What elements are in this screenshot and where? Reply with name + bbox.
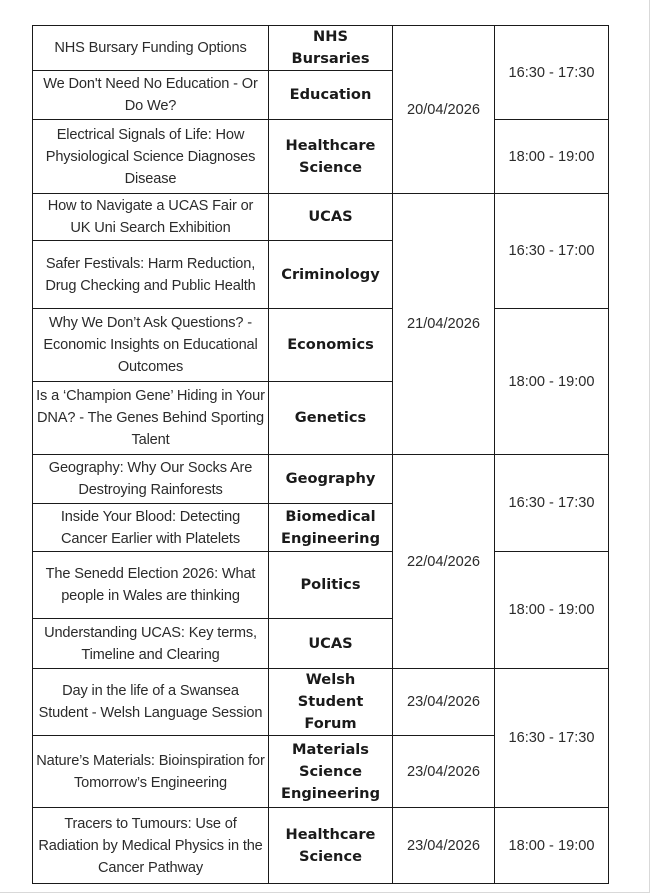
session-time: 18:00 - 19:00	[495, 808, 609, 884]
table-row	[33, 26, 609, 71]
table-row	[33, 309, 609, 382]
session-title: Safer Festivals: Harm Reduction, Drug Checking and Public Health	[33, 241, 269, 309]
session-subject: Economics	[269, 309, 393, 382]
session-date: 23/04/2026	[393, 736, 495, 808]
session-title: Geography: Why Our Socks Are Destroying Rainforests	[33, 455, 269, 504]
event-schedule-table	[32, 25, 609, 884]
session-title: Why We Don’t Ask Questions? - Economic Insights on Educational Outcomes	[33, 309, 269, 382]
session-subject: Education	[269, 71, 393, 120]
session-date: 23/04/2026	[393, 808, 495, 884]
session-time: 16:30 - 17:30	[495, 455, 609, 552]
session-title: Nature’s Materials: Bioinspiration for Tomorrow’s Engineering	[33, 736, 269, 808]
session-date: 23/04/2026	[393, 669, 495, 736]
session-title: The Senedd Election 2026: What people in Wales are thinking	[33, 552, 269, 619]
session-time: 16:30 - 17:30	[495, 26, 609, 120]
session-time: 18:00 - 19:00	[495, 309, 609, 455]
session-subject: Materials Science Engineering	[269, 736, 393, 808]
session-title: NHS Bursary Funding Options	[33, 26, 269, 71]
session-subject: Healthcare Science	[269, 808, 393, 884]
session-title: Tracers to Tumours: Use of Radiation by Medical Physics in the Cancer Pathway	[33, 808, 269, 884]
session-title: We Don't Need No Education - Or Do We?	[33, 71, 269, 120]
page-edge-right	[649, 0, 650, 893]
session-subject: Geography	[269, 455, 393, 504]
session-title: How to Navigate a UCAS Fair or UK Uni Search Exhibition	[33, 194, 269, 241]
table-row	[33, 669, 609, 736]
session-subject: Criminology	[269, 241, 393, 309]
session-subject: Welsh Student Forum	[269, 669, 393, 736]
session-subject: UCAS	[269, 194, 393, 241]
session-time: 16:30 - 17:00	[495, 194, 609, 309]
session-date: 20/04/2026	[393, 26, 495, 194]
session-time: 18:00 - 19:00	[495, 552, 609, 669]
session-title: Understanding UCAS: Key terms, Timeline and Clearing	[33, 619, 269, 669]
session-subject: UCAS	[269, 619, 393, 669]
session-time: 16:30 - 17:30	[495, 669, 609, 808]
session-time: 18:00 - 19:00	[495, 120, 609, 194]
table-row	[33, 120, 609, 194]
table-row	[33, 455, 609, 504]
session-date: 22/04/2026	[393, 455, 495, 669]
session-subject: Biomedical Engineering	[269, 504, 393, 552]
session-title: Day in the life of a Swansea Student - Welsh Language Session	[33, 669, 269, 736]
table-row	[33, 194, 609, 241]
session-title: Is a ‘Champion Gene’ Hiding in Your DNA? - The Genes Behind Sporting Talent	[33, 382, 269, 455]
session-subject: Genetics	[269, 382, 393, 455]
page-edge-bottom	[0, 892, 650, 893]
table-row	[33, 808, 609, 884]
session-title: Inside Your Blood: Detecting Cancer Earlier with Platelets	[33, 504, 269, 552]
session-title: Electrical Signals of Life: How Physiological Science Diagnoses Disease	[33, 120, 269, 194]
table-row	[33, 552, 609, 619]
session-subject: NHS Bursaries	[269, 26, 393, 71]
session-subject: Healthcare Science	[269, 120, 393, 194]
session-date: 21/04/2026	[393, 194, 495, 455]
session-subject: Politics	[269, 552, 393, 619]
